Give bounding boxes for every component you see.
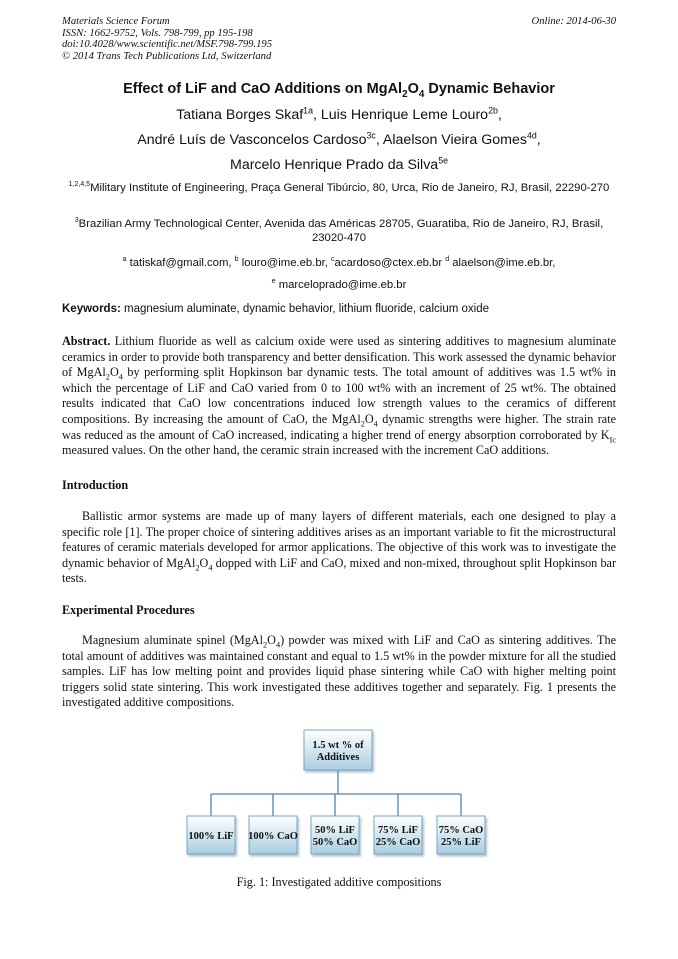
email-address: marceloprado@ime.eb.br: [278, 279, 407, 291]
node-label: 1.5 wt % of: [312, 740, 364, 751]
leaf-node: [311, 816, 359, 854]
experimental-heading: Experimental Procedures: [62, 603, 195, 617]
node-label: 75% LiF: [378, 825, 418, 836]
connector-lines: [211, 770, 461, 816]
email-address: acardoso@ctex.eb.br: [334, 257, 443, 269]
paper-title: Effect of LiF and CaO Additions on $MgAl_2O_4$ Dynamic Behavior: [123, 81, 555, 100]
node-label: 100% LiF: [188, 831, 234, 842]
node-label: 25% CaO: [375, 837, 421, 848]
issn-line: ISSN: 1662-9752, Vols. 798-799, pp 195-198: [62, 27, 253, 39]
affiliation-1: $^{1,2,4,5}$Military Institute of Engineering, Praça General Tibúrcio, 80, Urca, Rio de Janeiro, RJ, Brasil, 22290-270: [68, 181, 610, 194]
author-name: André Luís de Vasconcelos Cardoso: [137, 132, 367, 148]
doi-line: doi:10.4028/www.scientific.net/MSF.798-799.195: [62, 39, 272, 51]
journal-name: Materials Science Forum: [62, 16, 170, 27]
email-address: alaelson@ime.eb.br,: [452, 257, 556, 269]
author-list: Tatiana Borges Skaf$^{1a}$, Luis Henrique Leme Louro$^{2b}$, André Luís de Vasconcelos Cardoso$^{3c}$, Alaelson Vieira Gomes$^{4d}$, Marcelo Henrique Prado da Silva$^{5e}$: [137, 105, 541, 173]
author-name: Tatiana Borges Skaf: [176, 107, 304, 123]
abstract-label: Abstract.: [62, 334, 111, 348]
author-name: Luis Henrique Leme Louro: [320, 107, 489, 123]
journal-header: [62, 16, 272, 62]
copyright-line: © 2014 Trans Tech Publications Ltd, Switzerland: [62, 50, 272, 62]
node-label: 75% CaO: [438, 825, 484, 836]
leaf-node: [374, 816, 422, 854]
experimental-paragraph: Magnesium aluminate spinel $(MgAl_2O_4)$ powder was mixed with LiF and CaO as sintering additives. The total amount of additives was maintained constant and equal to 1.5 wt% in the powder mixture for all the studied samples. LiF has low melting point and provides liquid phase sintering while CaO with higher melting point triggers solid state sintering. This work investigated these additives together and separately. Fig. 1 presents the investigated additive compositions.: [62, 633, 616, 710]
leaf-node: [187, 816, 235, 854]
figure-caption: Fig. 1: Investigated additive compositions: [236, 875, 442, 889]
node-label: 50% LiF: [315, 825, 355, 836]
node-label: 50% CaO: [312, 837, 358, 848]
root-node: [304, 730, 372, 770]
abstract: Abstract. Lithium fluoride as well as calcium oxide were used as sintering additives to magnesium aluminate ceramics in order to provide both transparency and better densification. This work assessed the dynamic behavior of $MgAl_2O_4$ by performing split Hopkinson bar dynamic tests. The total amount of additives was 1.5 wt% in which the percentage of LiF and CaO varied from 0 to 100 wt% with an increment of 25 wt%. The obtained results indicated that CaO low concentrations induced low strength values to the ceramics of different compositions. By increasing the amount of CaO, the $MgAl_2O_4$ dynamic strengths were higher. The strain rate was reduced as the amount of CaO increased, indicating a higher trend of energy absorption corroborated by $K_{Ic}$ measured values. On the other hand, the ceramic strain increased with the increment CaO additions.: [62, 334, 617, 458]
node-label: 25% LiF: [441, 837, 481, 848]
author-name: Marcelo Henrique Prado da Silva: [230, 157, 439, 173]
node-label: Additives: [316, 752, 360, 763]
introduction-paragraph: Ballistic armor systems are made up of many layers of different materials, each one designed to play a specific role [1]. The proper choice of sintering additives arises as an important variable to fit the microstructural features of ceramic materials developed for armor applications. The objective of this work was to investigate the dynamic behavior of $MgAl_2O_4$ dopped with LiF and CaO, mixed and non-mixed, throughout split Hopkinson bar tests.: [62, 509, 617, 586]
author-name: Alaelson Vieira Gomes: [382, 132, 527, 148]
leaf-node: [437, 816, 485, 854]
email-address: tatiskaf@gmail.com,: [129, 257, 232, 269]
additive-tree-diagram: [0, 722, 678, 862]
email-address: louro@ime.eb.br,: [241, 257, 328, 269]
keywords: Keywords: magnesium aluminate, dynamic behavior, lithium fluoride, calcium oxide: [62, 303, 489, 315]
leaf-node: [248, 816, 298, 854]
online-date: Online: 2014-06-30: [531, 16, 616, 27]
email-list: $^a$ tatiskaf@gmail.com, $^b$ louro@ime.eb.br, $^c$acardoso@ctex.eb.br $^d$ alaelson@ime.eb.br, $^e$ marceloprado@ime.eb.br: [122, 256, 556, 291]
affiliation-2: $^3$Brazilian Army Technological Center, Avenida das Américas 28705, Guaratiba, Rio de Janeiro, RJ, Brasil, 23020-470: [74, 217, 604, 244]
introduction-heading: Introduction: [62, 478, 129, 492]
node-label: 100% CaO: [248, 831, 298, 842]
